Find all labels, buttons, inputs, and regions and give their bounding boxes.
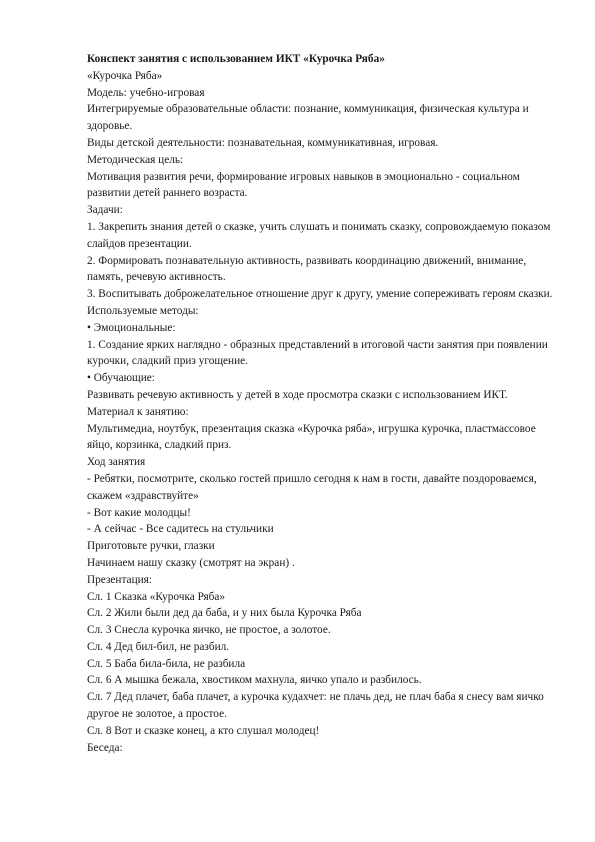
- text-line: Сл. 7 Дед плачет, баба плачет, а курочка кудахчет: не плачь дед, не плач баба я снесу вам яичко другое не золотое, а простое.: [87, 691, 544, 721]
- text-line: Мультимедиа, ноутбук, презентация сказка «Курочка ряба», игрушка курочка, пластмассовое яйцо, корзинка, сладкий приз.: [87, 422, 536, 452]
- text-line: Сл. 4 Дед бил-бил, не разбил.: [87, 640, 230, 653]
- text-line: Сл. 3 Снесла курочка яичко, не простое, а золотое.: [87, 624, 331, 637]
- text-line: Модель: учебно-игровая: [87, 86, 205, 99]
- text-line: Задачи:: [87, 204, 123, 217]
- text-line: Мотивация развития речи, формирование игровых навыков в эмоционально - социальном развитии детей раннего возраста.: [87, 170, 520, 200]
- text-line: «Курочка Ряба»: [87, 69, 163, 82]
- text-line: • Обучающие:: [87, 372, 155, 385]
- text-line: 1. Создание ярких наглядно - образных представлений в итоговой части занятия при появлении курочки, сладкий приз угощение.: [87, 338, 548, 368]
- document-title: Конспект занятия с использованием ИКТ «Курочка Ряба»: [87, 53, 385, 65]
- text-line: Сл. 5 Баба била-била, не разбила: [87, 657, 246, 670]
- text-line: Сл. 1 Сказка «Курочка Ряба»: [87, 590, 226, 603]
- text-line: Развивать речевую активность у детей в ходе просмотра сказки с использованием ИКТ.: [87, 388, 508, 401]
- text-line: Виды детской деятельности: познавательная, коммуникативная, игровая.: [87, 136, 439, 149]
- text-line: Методическая цель:: [87, 153, 184, 166]
- text-line: Презентация:: [87, 573, 152, 586]
- text-line: Интегрируемые образовательные области: познание, коммуникация, физическая культура и здоровье.: [87, 103, 529, 133]
- text-line: Материал к занятию:: [87, 405, 189, 418]
- text-line: 1. Закрепить знания детей о сказке, учить слушать и понимать сказку, сопровождаемую показом слайдов презентации.: [87, 220, 551, 250]
- text-line: Используемые методы:: [87, 304, 199, 317]
- text-line: Начинаем нашу сказку (смотрят на экран) .: [87, 556, 295, 569]
- text-line: - Ребятки, посмотрите, сколько гостей пришло сегодня к нам в гости, давайте поздороваемся, скажем «здравствуйте»: [87, 472, 537, 502]
- document-body: [87, 51, 557, 756]
- text-line: 2. Формировать познавательную активность, развивать координацию движений, внимание, память, речевую активность.: [87, 254, 527, 284]
- text-line: Сл. 6 А мышка бежала, хвостиком махнула, яичко упало и разбилось.: [87, 674, 422, 687]
- text-line: Приготовьте ручки, глазки: [87, 540, 215, 553]
- text-line: Сл. 2 Жили были дед да баба, и у них была Курочка Ряба: [87, 607, 362, 620]
- text-line: Сл. 8 Вот и сказке конец, а кто слушал молодец!: [87, 724, 320, 737]
- text-line: Беседа:: [87, 741, 123, 754]
- text-line: - А сейчас - Все садитесь на стульчики: [87, 523, 274, 536]
- text-line: Ход занятия: [87, 456, 146, 469]
- text-line: • Эмоциональные:: [87, 321, 176, 334]
- text-line: 3. Воспитывать доброжелательное отношение друг к другу, умение сопереживать героям сказки.: [87, 288, 553, 301]
- text-line: - Вот какие молодцы!: [87, 506, 191, 519]
